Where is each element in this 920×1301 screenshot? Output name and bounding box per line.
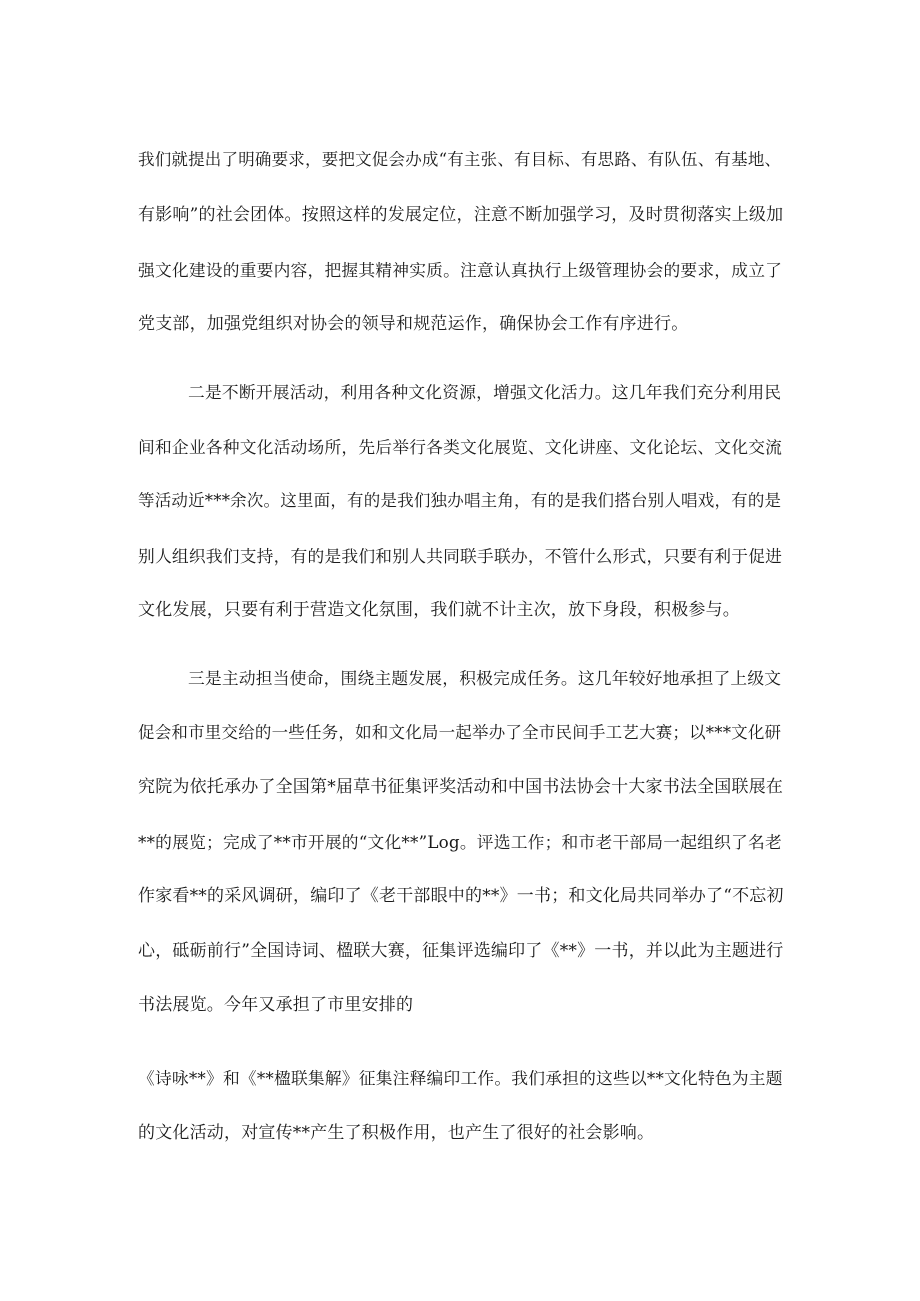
paragraph-1-line-4: 党支部，加强党组织对协会的领导和规范运作，确保协会工作有序进行。 <box>138 314 689 334</box>
paragraph-2-line-5: 文化发展，只要有利于营造文化氛围，我们就不计主次，放下身段，积极参与。 <box>138 600 740 620</box>
paragraph-4-line-2: 的文化活动，对宣传**产生了积极作用，也产生了很好的社会影响。 <box>138 1123 655 1143</box>
paragraph-3-line-4: **的展览；完成了**市开展的“文化**”Log。评选工作；和市老干部局一起组织了名老 <box>138 832 782 852</box>
paragraph-3-line-6: 心，砥砺前行”全国诗词、楹联大赛，征集评选编印了《**》一书，并以此为主题进行 <box>138 941 784 961</box>
paragraph-1-line-2: 有影响”的社会团体。按照这样的发展定位，注意不断加强学习，及时贯彻落实上级加 <box>138 205 784 225</box>
paragraph-3-line-2: 促会和市里交给的一些任务，如和文化局一起举办了全市民间手工艺大赛；以***文化研 <box>138 723 782 742</box>
paragraph-2-line-1: 二是不断开展活动，利用各种文化资源，增强文化活力。这几年我们充分利用民 <box>188 382 782 402</box>
paragraph-2-line-3: 等活动近***余次。这里面，有的是我们独办唱主角，有的是我们搭台别人唱戏，有的是 <box>138 491 782 510</box>
paragraph-1-line-3: 强文化建设的重要内容，把握其精神实质。注意认真执行上级管理协会的要求，成立了 <box>138 260 783 280</box>
paragraph-2-line-2: 间和企业各种文化活动场所，先后举行各类文化展览、文化讲座、文化论坛、文化交流 <box>138 437 783 457</box>
paragraph-3-line-5: 作家看**的采风调研，编印了《老干部眼中的**》一书；和文化局共同举办了“不忘初 <box>138 886 784 906</box>
paragraph-2-line-4: 别人组织我们支持，有的是我们和别人共同联手联办，不管什么形式，只要有利于促进 <box>138 546 783 566</box>
paragraph-3-line-1: 三是主动担当使命，围绕主题发展，积极完成任务。这几年较好地承担了上级文 <box>188 668 782 688</box>
paragraph-3-line-7: 书法展览。今年又承担了市里安排的 <box>138 995 414 1015</box>
paragraph-4-line-1: 《诗咏**》和《**楹联集解》征集注释编印工作。我们承担的这些以**文化特色为主题 <box>138 1068 783 1088</box>
paragraph-1-line-1: 我们就提出了明确要求，要把文促会办成“有主张、有目标、有思路、有队伍、有基地、 <box>138 150 782 169</box>
paragraph-3-line-3: 究院为依托承办了全国第*届草书征集评奖活动和中国书法协会十大家书法全国联展在 <box>138 777 784 797</box>
